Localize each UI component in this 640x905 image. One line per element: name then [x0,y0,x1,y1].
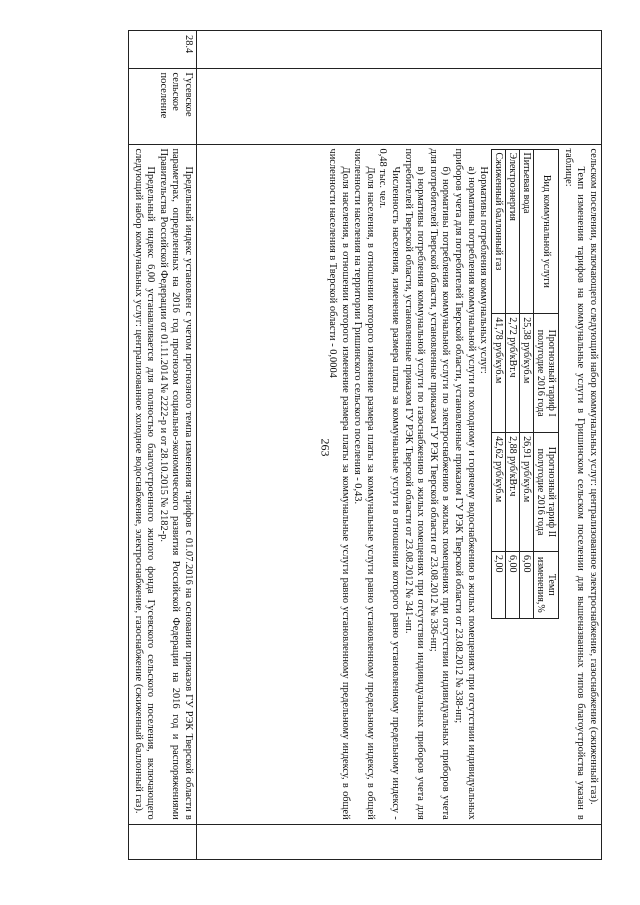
tariff-table [491,149,559,619]
share-region-text: Доля населения, в отношении которого изменение размера платы за коммунальные услуги равно установленному предельному индексу, в общей численности населения в Тверской области - 0,0004 [327,148,351,820]
tariff-cell: 2,72 руб/кВт.ч [506,314,520,433]
tariff-row [520,149,534,618]
tariff-cell: 6,00 [520,551,534,618]
page-number: 263 [318,438,333,457]
intro-text: сельском поселении, включающего следующий набор коммунальных услуг: централизованное электроснабжение, газоснабжение (сжиженный газ). [588,148,599,805]
municipality-table [128,30,602,860]
norm-gas: в) нормативы потребления коммунальной услуги по газоснабжению в жилых помещениях при отсутствии индивидуальных приборов учета для потребителей Тверской области, установленные приказом ГУ РЭК Тверской области от 23.08.2012 № 341-нп. [402,148,427,820]
settlement-name-cell: Гусевское сельское поселение [129,68,197,144]
row-number-cell: 28.4 [129,31,197,69]
table-row [129,31,197,860]
rotated-content [42,30,602,860]
header-rate: Темп изменения,% [534,551,559,618]
tariff-row [506,149,520,618]
header-tariff-h2: Прогнозный тариф II полугодие 2016 года [534,433,559,552]
tariff-cell: Сжиженный баллонный газ [492,149,506,314]
tariff-cell: 2,88 руб/кВт.ч [506,433,520,552]
settlement-name-cell [197,68,602,144]
tariff-cell: Электроэнергия [506,149,520,314]
header-tariff-h1: Прогнозный тариф I полугодие 2016 года [534,314,559,433]
row-number-cell [197,31,602,69]
tariff-cell: 2,00 [492,551,506,618]
tariff-row [492,149,506,618]
tariff-cell: Питьевая вода [520,149,534,314]
tariff-intro-text: Темп изменения тарифов на коммунальные услуги в Гришинском сельском поселении для вышеназванных типов благоустройства указан в таблице: [562,148,587,820]
norm-electricity: б) нормативы потребления коммунальной услуги по электроснабжению в жилых помещениях при отсутствии индивидуальных приборов учета для потребителей Тверской области, установленные приказом ГУ РЭК Тверской области от 23.08.2012 № 336-нп; [427,148,452,820]
tariff-cell: 26,91 руб/куб.м [520,433,534,552]
tariff-cell: 41,78 руб/куб.м [492,314,506,433]
empty-cell [129,824,197,859]
tariff-cell: 25,38 руб/куб.м [520,314,534,433]
population-text: Численность населения, изменение размера платы за коммунальные услуги в отношении которого равно установленному предельному индексу - 0,48 тыс. чел. [377,148,402,820]
table-row [197,31,602,860]
norm-water: а) нормативы потребления коммунальной услуги по холодному и горячему водоснабжению в жилых помещениях при отсутствии индивидуальных приборов учета для потребителей Тверской области, установленные приказом ГУ РЭК Тверской области от 23.08.2012 № 338-нп; [453,148,477,820]
share-settlement-text: Доля населения, в отношении которого изменение размера платы за коммунальные услуги равно установленному предельному индексу, в общей численности населения на территории Гришинского сельского поселения - 0,43. [352,148,376,820]
index-basis-text: Предельный индекс установлен с учетом прогнозного темпа изменения тарифов с 01.07.2016 на основании приказов ГУ РЭК Тверской области в параметрах, определенных на 2016 год прогнозом социально-экономического развития Российской Федерации на 2016 год и распоряжениями Правительства Российской Федерации от 01.11.2014 № 2222-р и от 28.10.2015 № 2182-р. [157,148,194,820]
empty-cell [197,824,602,859]
tariff-header-row [534,149,559,618]
norms-title: Нормативы потребления коммунальных услуг: [478,166,490,374]
document-page [42,30,602,860]
tariff-cell: 6,00 [506,551,520,618]
description-cell [197,144,602,824]
description-cell [129,144,197,824]
index-value-text: Предельный индекс 6,00 устанавливается для полностью благоустроенного жилого фонда Гусевского сельского поселения, включающего следующий набор коммунальных услуг: централизованное холодное водоснабжение, электроснабжение, газоснабжение (сжиженный баллонный газ). [132,148,157,820]
header-service: Вид коммунальной услуги [534,149,559,314]
tariff-cell: 42,62 руб/куб.м [492,433,506,552]
